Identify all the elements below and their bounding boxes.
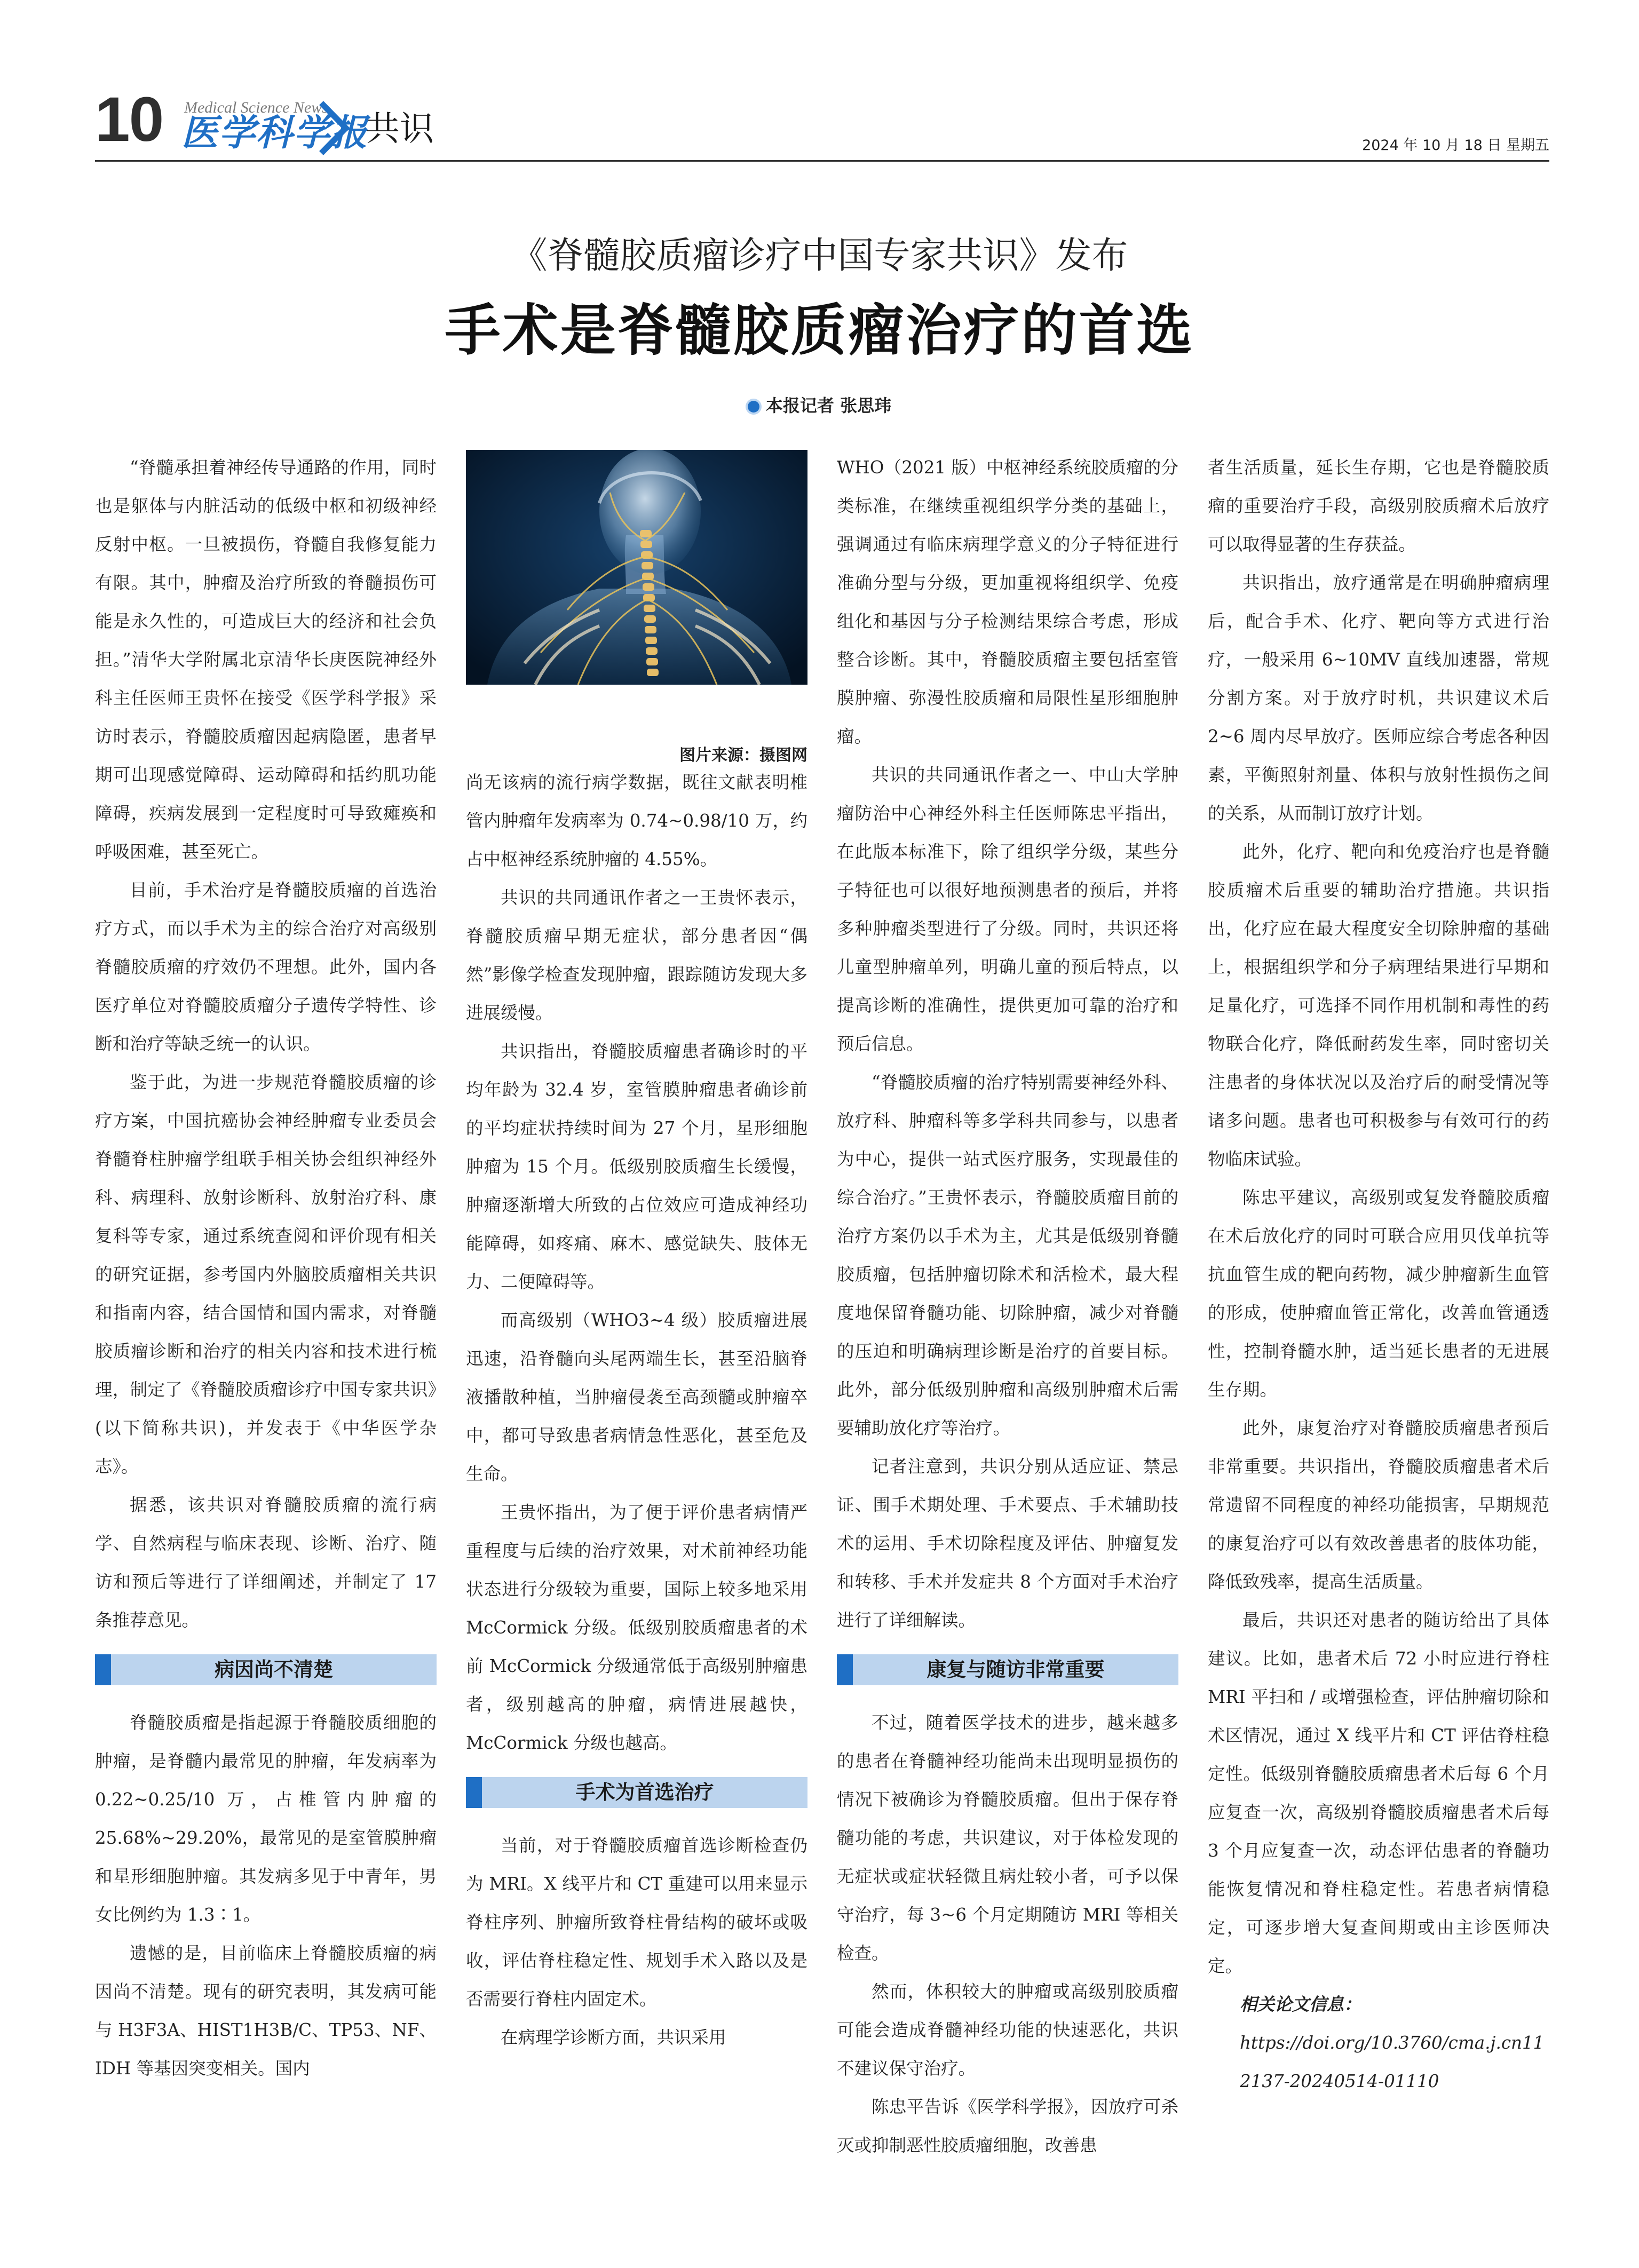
paragraph: “脊髓胶质瘤的治疗特别需要神经外科、放疗科、肿瘤科等多学科共同参与，以患者为中心，提供一站式医疗服务，实现最佳的综合治疗。”王贵怀表示，脊髓胶质瘤目前的治疗方案仍以手术为主，尤其是低级别脊髓胶质瘤，包括肿瘤切除术和活检术，最大程度地保留脊髓功能、切除肿瘤，减少对脊髓的压迫和明确病理诊断是治疗的首要目标。此外，部分低级别肿瘤和高级别肿瘤术后需要辅助放化疗等治疗。 bbox=[837, 1072, 1178, 1438]
paragraph: WHO（2021 版）中枢神经系统胶质瘤的分类标准，在继续重视组织学分类的基础上，强调通过有临床病理学意义的分子特征进行准确分型与分级，更加重视将组织学、免疫组化和基因与分子检测结果综合考虑，形成整合诊断。其中，脊髓胶质瘤主要包括室管膜肿瘤、弥漫性胶质瘤和局限性星形细胞肿瘤。 bbox=[837, 457, 1178, 747]
byline-text: 本报记者 张思玮 bbox=[765, 395, 892, 416]
paragraph: 陈忠平告诉《医学科学报》，因放疗可杀灭或抑制恶性胶质瘤细胞，改善患 bbox=[837, 2097, 1178, 2155]
paragraph: 在病理学诊断方面，共识采用 bbox=[501, 2027, 726, 2048]
paragraph: 共识指出，放疗通常是在明确肿瘤病理后，配合手术、化疗、靶向等方式进行治疗，一般采用 6~10MV 直线加速器，常规分割方案。对于放疗时机，共识建议术后 2~6 周内尽早放疗。医师应综合考虑各种因素，平衡照射剂量、体积与放射性损伤之间的关系，从而制订放疗计划。 bbox=[1208, 573, 1549, 823]
paragraph: 脊髓胶质瘤是指起源于脊髓胶质细胞的肿瘤，是脊髓内最常见的肿瘤，年发病率为 0.22~0.25/10 万，占椎管内肿瘤的 25.68%~29.20%，最常见的是室管膜肿瘤和星形细胞肿瘤。其发病多见于中青年，男女比例约为 1.3∶1。 bbox=[95, 1712, 437, 1925]
masthead-logo: 医学科学报 bbox=[181, 112, 369, 154]
paragraph: 目前，手术治疗是脊髓胶质瘤的首选治疗方式，而以手术为主的综合治疗对高级别脊髓胶质瘤的疗效仍不理想。此外，国内各医疗单位对脊髓胶质瘤分子遗传学特性、诊断和治疗等缺乏统一的认识。 bbox=[95, 880, 437, 1054]
paragraph: 据悉，该共识对脊髓胶质瘤的流行病学、自然病程与临床表现、诊断、治疗、随访和预后等进行了详细阐述，并制定了 17 条推荐意见。 bbox=[95, 1495, 437, 1630]
byline bbox=[0, 392, 1639, 417]
article-column-3 bbox=[837, 448, 1178, 2164]
section-heading-surgery: 手术为首选治疗 bbox=[466, 1777, 807, 1808]
paragraph: 共识指出，脊髓胶质瘤患者确诊时的平均年龄为 32.4 岁，室管膜肿瘤患者确诊前的平均症状持续时间为 27 个月，星形细胞肿瘤为 15 个月。低级别胶质瘤生长缓慢，肿瘤逐渐增大所致的占位效应可造成神经功能障碍，如疼痛、麻木、感觉缺失、肢体无力、二便障碍等。 bbox=[466, 1041, 807, 1292]
paragraph: 最后，共识还对患者的随访给出了具体建议。比如，患者术后 72 小时应进行脊柱 MRI 平扫和 / 或增强检查，评估肿瘤切除和术区情况，通过 X 线平片和 CT 评估脊柱稳定性。低级别脊髓胶质瘤患者术后每 6 个月应复查一次，高级别脊髓胶质瘤患者术后每 3 个月应复查一次，动态评估患者的脊髓功能恢复情况和脊柱稳定性。若患者病情稳定，可逐步增大复查间期或由主诊医师决定。 bbox=[1208, 1610, 1549, 1976]
paragraph: 陈忠平建议，高级别或复发脊髓胶质瘤在术后放化疗的同时可联合应用贝伐单抗等抗血管生成的靶向药物，减少肿瘤新生血管的形成，使肿瘤血管正常化，改善血管通透性，控制脊髓水肿，适当延长患者的无进展生存期。 bbox=[1208, 1187, 1549, 1400]
image-caption: 图片来源：摄图网 bbox=[679, 746, 807, 765]
paragraph: 共识的共同通讯作者之一、中山大学肿瘤防治中心神经外科主任医师陈忠平指出，在此版本标准下，除了组织学分级，某些分子特征也可以很好地预测患者的预后，并将多种肿瘤类型进行了分级。同时，共识还将儿童型肿瘤单列，明确儿童的预后特点，以提高诊断的准确性，提供更加可靠的治疗和预后信息。 bbox=[837, 765, 1178, 1054]
article-column-1 bbox=[95, 448, 437, 2088]
anatomy-illustration bbox=[466, 450, 807, 685]
article-column-2 bbox=[466, 763, 807, 2057]
article-subtitle: 《脊髓胶质瘤诊疗中国专家共识》发布 bbox=[511, 235, 1128, 277]
paragraph: 遗憾的是，目前临床上脊髓胶质瘤的病因尚不清楚。现有的研究表明，其发病可能与 H3F3A、HIST1H3B/C、TP53、NF、IDH 等基因突变相关。国内 bbox=[95, 1943, 437, 2079]
paragraph: “脊髓承担着神经传导通路的作用，同时也是躯体与内脏活动的低级中枢和初级神经反射中枢。一旦被损伤，脊髓自我修复能力有限。其中，肿瘤及治疗所致的脊髓损伤可能是永久性的，可造成巨大的经济和社会负担。”清华大学附属北京清华长庚医院神经外科主任医师王贵怀在接受《医学科学报》采访时表示，脊髓胶质瘤因起病隐匿，患者早期可出现感觉障碍、运动障碍和括约肌功能障碍，疾病发展到一定程度时可导致瘫痪和呼吸困难，甚至死亡。 bbox=[95, 457, 437, 862]
paragraph: 当前，对于脊髓胶质瘤首选诊断检查仍为 MRI。X 线平片和 CT 重建可以用来显示脊柱序列、肿瘤所致脊柱骨结构的破坏或吸收，评估脊柱稳定性、规划手术入路以及是否需要行脊柱内固定术。 bbox=[466, 1835, 807, 2009]
section-heading-etiology: 病因尚不清楚 bbox=[95, 1654, 437, 1685]
paragraph: 记者注意到，共识分别从适应证、禁忌证、围手术期处理、手术要点、手术辅助技术的运用、手术切除程度及评估、肿瘤复发和转移、手术并发症共 8 个方面对手术治疗进行了详细解读。 bbox=[837, 1456, 1178, 1630]
reference-label: 相关论文信息： bbox=[1240, 1994, 1361, 2015]
paragraph: 王贵怀指出，为了便于评价患者病情严重程度与后续的治疗效果，对术前神经功能状态进行分级较为重要，国际上较多地采用 McCormick 分级。低级别胶质瘤患者的术前 McCormick 分级通常低于高级别肿瘤患者，级别越高的肿瘤，病情进展越快，McCormick 分级也越高。 bbox=[466, 1502, 807, 1753]
section-name: 共识 bbox=[366, 109, 434, 149]
paragraph: 此外，化疗、靶向和免疫治疗也是脊髓胶质瘤术后重要的辅助治疗措施。共识指出，化疗应在最大程度安全切除肿瘤的基础上，根据组织学和分子病理结果进行早期和足量化疗，可选择不同作用机制和毒性的药物联合化疗，降低耐药发生率，同时密切关注患者的身体状况以及治疗后的耐受情况等诸多问题。患者也可积极参与有效可行的药物临床试验。 bbox=[1208, 842, 1549, 1169]
paragraph: 而高级别（WHO3~4 级）胶质瘤进展迅速，沿脊髓向头尾两端生长，甚至沿脑脊液播散种植，当肿瘤侵袭至高颈髓或肿瘤卒中，都可导致患者病情急性恶化，甚至危及生命。 bbox=[466, 1310, 807, 1484]
paragraph: 然而，体积较大的肿瘤或高级别胶质瘤可能会造成脊髓神经功能的快速恶化，共识不建议保守治疗。 bbox=[837, 1981, 1178, 2079]
paragraph: 共识的共同通讯作者之一王贵怀表示，脊髓胶质瘤早期无症状，部分患者因“偶然”影像学检查发现肿瘤，跟踪随访发现大多进展缓慢。 bbox=[466, 887, 807, 1023]
paragraph: 尚无该病的流行病学数据，既往文献表明椎管内肿瘤年发病率为 0.74~0.98/10 万，约占中枢神经系统肿瘤的 4.55%。 bbox=[466, 772, 807, 869]
paragraph: 不过，随着医学技术的进步，越来越多的患者在脊髓神经功能尚未出现明显损伤的情况下被确诊为脊髓胶质瘤。但出于保存脊髓功能的考虑，共识建议，对于体检发现的无症状或症状轻微且病灶较小者，可予以保守治疗，每 3~6 个月定期随访 MRI 等相关检查。 bbox=[837, 1712, 1178, 1963]
chevron-right-icon bbox=[315, 99, 352, 157]
issue-date: 2024 年 10 月 18 日 星期五 bbox=[1362, 137, 1549, 154]
article-column-4 bbox=[1208, 448, 1549, 2100]
article-title: 手术是脊髓胶质瘤治疗的首选 bbox=[445, 298, 1194, 363]
paragraph: 者生活质量，延长生存期，它也是脊髓胶质瘤的重要治疗手段，高级别胶质瘤术后放疗可以取得显著的生存获益。 bbox=[1208, 457, 1549, 554]
paragraph: 此外，康复治疗对脊髓胶质瘤患者预后非常重要。共识指出，脊髓胶质瘤患者术后常遗留不同程度的神经功能损害，早期规范的康复治疗可以有效改善患者的肢体功能，降低致残率，提高生活质量。 bbox=[1208, 1418, 1549, 1592]
reference-doi-link[interactable]: https://doi.org/10.3760/cma.j.cn112137-20240514-01110 bbox=[1240, 2033, 1545, 2091]
paragraph: 鉴于此，为进一步规范脊髓胶质瘤的诊疗方案，中国抗癌协会神经肿瘤专业委员会脊髓脊柱肿瘤学组联手相关协会组织神经外科、病理科、放射诊断科、放射治疗科、康复科等专家，通过系统查阅和评价现有相关的研究证据，参考国内外脑胶质瘤相关共识和指南内容，结合国情和国内需求，对脊髓胶质瘤诊断和治疗的相关内容和技术进行梳理，制定了《脊髓胶质瘤诊疗中国专家共识》(以下简称共识)，并发表于《中华医学杂志》。 bbox=[95, 1072, 437, 1477]
section-heading-rehab: 康复与随访非常重要 bbox=[837, 1654, 1178, 1685]
bullet-dot-icon bbox=[748, 401, 759, 413]
header-divider bbox=[95, 160, 1549, 162]
masthead-english: Medical Science News bbox=[184, 99, 328, 116]
page-number: 10 bbox=[95, 84, 163, 155]
